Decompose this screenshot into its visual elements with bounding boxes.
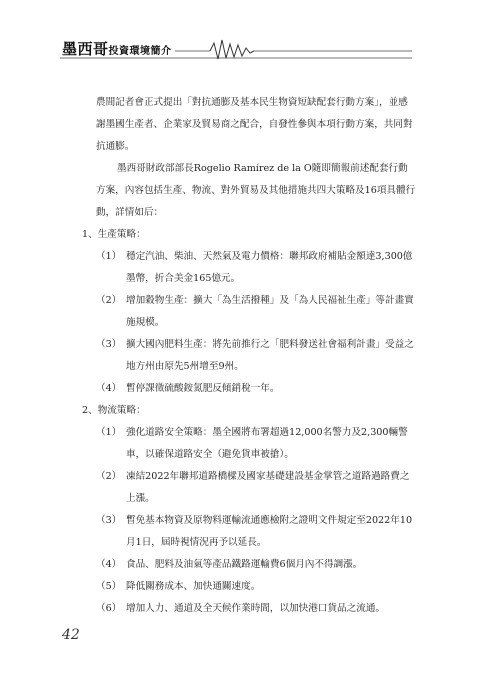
list-item-text: 暫免基本物資及原物料運輸流通應檢附之證明文件規定至2022年10月1日，屆時視情況再予以延長。 [126,515,413,548]
list-item [96,466,416,510]
list-item [96,378,416,400]
list-item-text: 降低關務成本、加快通關速度。 [126,581,261,592]
list-item-text: 增加穀物生產：擴大「為生活撥種」及「為人民福祉生產」等計畫實施規模。 [126,295,414,328]
list-item-number: （3） [96,515,122,526]
list-item [96,422,416,466]
list-item [96,598,416,620]
header-title-sub: 投資環境簡介 [108,46,172,57]
document-body [82,92,416,620]
list-item [96,554,416,576]
list-item-number: （4） [96,383,122,394]
list-item-text: 增加人力、通道及全天候作業時間，以加快港口貨品之流通。 [126,603,386,614]
running-header [0,0,480,60]
list-item-number: （1） [96,427,122,438]
list-item-text: 暫停課徵硫酸銨氮肥反傾銷稅一年。 [126,383,280,394]
paragraph-minister: 墨西哥財政部部長Rogelio Ramírez de la O隨即簡報前述配套行動方案，內容包括生產、物流、對外貿易及其他措施共四大策略及16項具體行動，詳情如后： [96,163,416,218]
list-item-text: 擴大國內肥料生產：將先前推行之「肥料發送社會福利計畫」受益之地方州由原先5州增至9州。 [126,339,414,372]
section-heading-production: 1、生產策略： [82,229,146,240]
list-item-text: 穩定汽油、柴油、天然氣及電力價格：聯邦政府補貼金額達3,300億墨幣，折合美金165億元。 [126,251,413,284]
list-item [96,334,416,378]
section-heading-logistics: 2、物流策略： [82,405,146,416]
list-item-number: （2） [96,295,122,306]
list-item [96,246,416,290]
header-title [62,38,172,59]
page-number: 42 [62,627,80,643]
list-item-number: （3） [96,339,122,350]
list-item [96,290,416,334]
list-item-number: （4） [96,559,122,570]
list-item-text: 凍結2022年聯邦道路橋樑及國家基礎建設基金掌管之道路過路費之上漲。 [126,471,410,504]
list-item-number: （5） [96,581,122,592]
list-item-text: 強化道路安全策略：墨全國將布署超過12,000名警力及2,300輛警車，以確保道路安全（避免貨車被搶）。 [126,427,408,460]
list-item-number: （6） [96,603,122,614]
header-title-main: 墨西哥 [62,40,109,58]
list-item [96,576,416,598]
list-item [96,510,416,554]
list-item-number: （1） [96,251,122,262]
list-item-number: （2） [96,471,122,482]
paragraph-intro: 農間記者會正式提出「對抗通膨及基本民生物資短缺配套行動方案」，並感謝墨國生產者、企業家及貿易商之配合，自發性參與本項行動方案，共同對抗通膨。 [96,97,413,152]
heartbeat-wave-icon [210,40,254,59]
list-item-text: 食品、肥料及油氣等產品鐵路運輸費6個月內不得調漲。 [126,559,363,570]
